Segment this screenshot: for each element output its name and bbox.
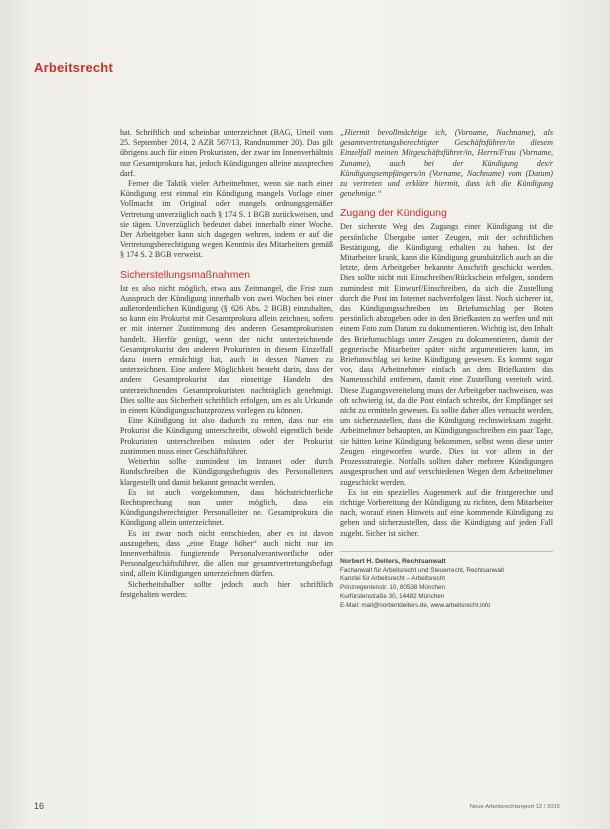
section-heading: Zugang der Kündigung <box>340 207 447 220</box>
body-paragraph: Der sicherste Weg des Zugangs einer Kündigung ist die persönliche Übergabe unter Zeugen, mit der schriftlichen Bestätigung, die Kündigung erhalten zu haben. Ist der Mitarbeiter krank, kann die Kündigung grundsätzlich auch an die letzte, dem Arbeitgeber bekannte Anschrift geschickt werden. Dies sollte nicht mit Einschreiben/Rückschein erfolgen, sondern zumindest mit Einwurf/Einschreiben, da sich die Zustellung durch die Post im Internet nachverfolgen lässt. Noch sicherer ist, das Kündigungsschreiben im Briefumschlag per Boten persönlich abzugeben oder in den Briefkasten zu werfen und mit einem Foto zum Datum zu dokumentieren. Wichtig ist, den Inhalt des Briefumschlags unter Zeugen zu dokumentieren, damit der gegnerische Mitarbeiter später nicht argumentieren kann, im Briefumschlag sei keine Kündigung gewesen. Es kommt sogar vor, dass Arbeitnehmer einfach an dem Briefkasten das Namensschild entfernen, damit eine Zustellung vereitelt wird. Diese Zugangsvereitelung muss der Arbeitgeber nachweisen, was oft schwierig ist, da die Post einfach schreibt, der Empfänger sei nicht zu ermitteln gewesen. Es sollte daher alles versucht werden, um sicherzustellen, dass die Kündigung rechtswirksam zugeht. Arbeitnehmer behaupten, an Kündigungsschreiben ein paar Tage, sie hätten keine Kündigung bekommen, selbst wenn diese unter Zeugen eingeworfen wurde. Dies ist vor allem in der Prozessstrategie. Notfalls sollten daher mehrere Kündigungen ausgesprochen und auf verschiedenen Wegen dem Arbeitnehmer zugeschickt werden. <box>340 222 553 487</box>
author-box <box>340 551 553 611</box>
body-paragraph: Es ist auch vorgekommen, dass höchstrichterliche Rechtsprechung nun unter möglich, dass ein Kündigungsberechtigter Personalleiter ne. Gesamtprokura die Kündigung allein unterzeichnet. <box>120 487 333 528</box>
left-column <box>120 128 333 600</box>
section-title: Arbeitsrecht <box>34 60 113 75</box>
author-line: Fachanwalt für Arbeitsrecht und Steuerrecht, Rechtsanwalt <box>340 566 505 574</box>
page-number: 16 <box>34 801 45 811</box>
authorization-quote: „Hiermit bevollmächtige ich, (Vorname, Nachname), als gesamtvertretungsberechtigter Geschäftsführer/in diesem Einzelfall meinen Mitgeschäftsführer/in, Herrn/Frau (Vorname, Zuname), auch bei der Kündigung des/r Kündigungsempfängers/in (Vorname, Nachname) vom (Datum) zu vertreten und erkläre hiermit, dass ich die Kündigung genehmige.“ <box>340 128 553 199</box>
body-paragraph: Eine Kündigung ist also dadurch zu retten, dass nur ein Prokurist die Kündigung unterschreibt, obwohl eigentlich beide Prokuristen unterschreiben müssten oder der Prokurist zustimmen muss einer Geschäftsführer. <box>120 416 333 456</box>
body-paragraph: Sicherheitshalber sollte jedoch auch hier schriftlich festgehalten werden: <box>120 579 333 599</box>
author-name: Norbert H. Deiters, Rechtsanwalt <box>340 557 446 565</box>
body-paragraph: hat. Schriftlich und scheinbar unterzeichnet (BAG, Urteil vom 25. September 2014, 2 AZR 567/13, Randnummer 20). Das gilt übrigens auch für einen Prokuristen, der zwar im Innenverhältnis nur Gesamtprokura hat, jedoch Kündigungen alleine aussprechen darf. <box>120 128 333 178</box>
body-paragraph: Ist es also nicht möglich, etwa aus Zeitmangel, die Frist zum Ausspruch der Kündigung innerhalb von zwei Wochen bei einer außerordentlichen Kündigung (§ 626 Abs. 2 BGB) einzuhalten, so kann ein Prokurist mit Gesamtprokura allein zeichnen, sofern er mit interner Zustimmung des anderen Gesamtprokuristen handelt. Hierfür genügt, wenn der nicht unterzeichnende Gesamtprokurist den anderen Prokuristen in diesem Einzelfall dazu intern ermächtigt hat, auch in dessen Namen zu unterzeichnen. Eine andere Möglichkeit besteht darin, dass der andere Gesamtprokurist das einseitige Handeln des unterzeichnenden Gesamtprokuristen nachträglich genehmigt. Dies sollte aus Sicherheit schriftlich erfolgen, um es als Urkunde in einem Kündigungsschutzprozess vorlegen zu können. <box>120 283 333 416</box>
body-paragraph: Es ist ein spezielles Augenmerk auf die fristgerechte und richtige Vorbereitung der Kündigung zu richten, dem Mitarbeiter nach, worauf einen Hinweis auf eine kommende Kündigung zu geben und sicherzustellen, dass die Kündigung auf jeden Fall zugeht. Sicher ist sicher. <box>340 487 553 538</box>
author-line: E-Mail: mail@norbertdeiters.de, www.arbeitsrecht.info <box>340 601 491 609</box>
author-line: Kurfürstenstraße 30, 14482 München <box>340 592 445 600</box>
section-heading: Sicherstellungsmaßnahmen <box>120 268 251 281</box>
author-line: Prinzregentenstr. 10, 80538 München <box>340 584 446 592</box>
publication-footer: Neue Arbeitsrechtsreport 12 / 2015 <box>470 804 560 810</box>
body-paragraph: Es ist zwar noch nicht entschieden, aber es ist davon auszugehen, dass „eine Etage höher“ auch nicht nur im Innenverhältnis fungierende Personalverantwortliche oder Personalgeschäftsführer, die allen nur gesamtvertretungsbefugt sind, allein Kündigungen unterzeichnen dürfen. <box>120 528 333 579</box>
right-column <box>340 128 553 611</box>
body-paragraph: Weiterhin sollte zumindest im Intranet oder durch Rundschreiben die Kündigungsbefugnis des Personalleiters klargestellt und damit bekannt gemacht werden. <box>120 457 333 487</box>
author-line: Kanzlei für Arbeitsrecht – Arbeitsrecht <box>340 575 445 583</box>
body-paragraph: Ferner die Taktik vieler Arbeitnehmer, wenn sie nach einer Kündigung erst einmal ein Kündigung mangels Vorlage einer Vollmacht im Original oder mangels ordnungsgemäßer Vertretung unverzüglich nach § 174 S. 1 BGB zurückweisen, und sie tägen. Unverzüglich bedeutet dabei innerhalb einer Woche. Der Arbeitgeber kann sich dagegen wehren, indem er auf die Vertretungsberechtigung wegen Kenntnis des Mitarbeiters gemäß § 174 S. 2 BGB verweist. <box>120 179 333 260</box>
